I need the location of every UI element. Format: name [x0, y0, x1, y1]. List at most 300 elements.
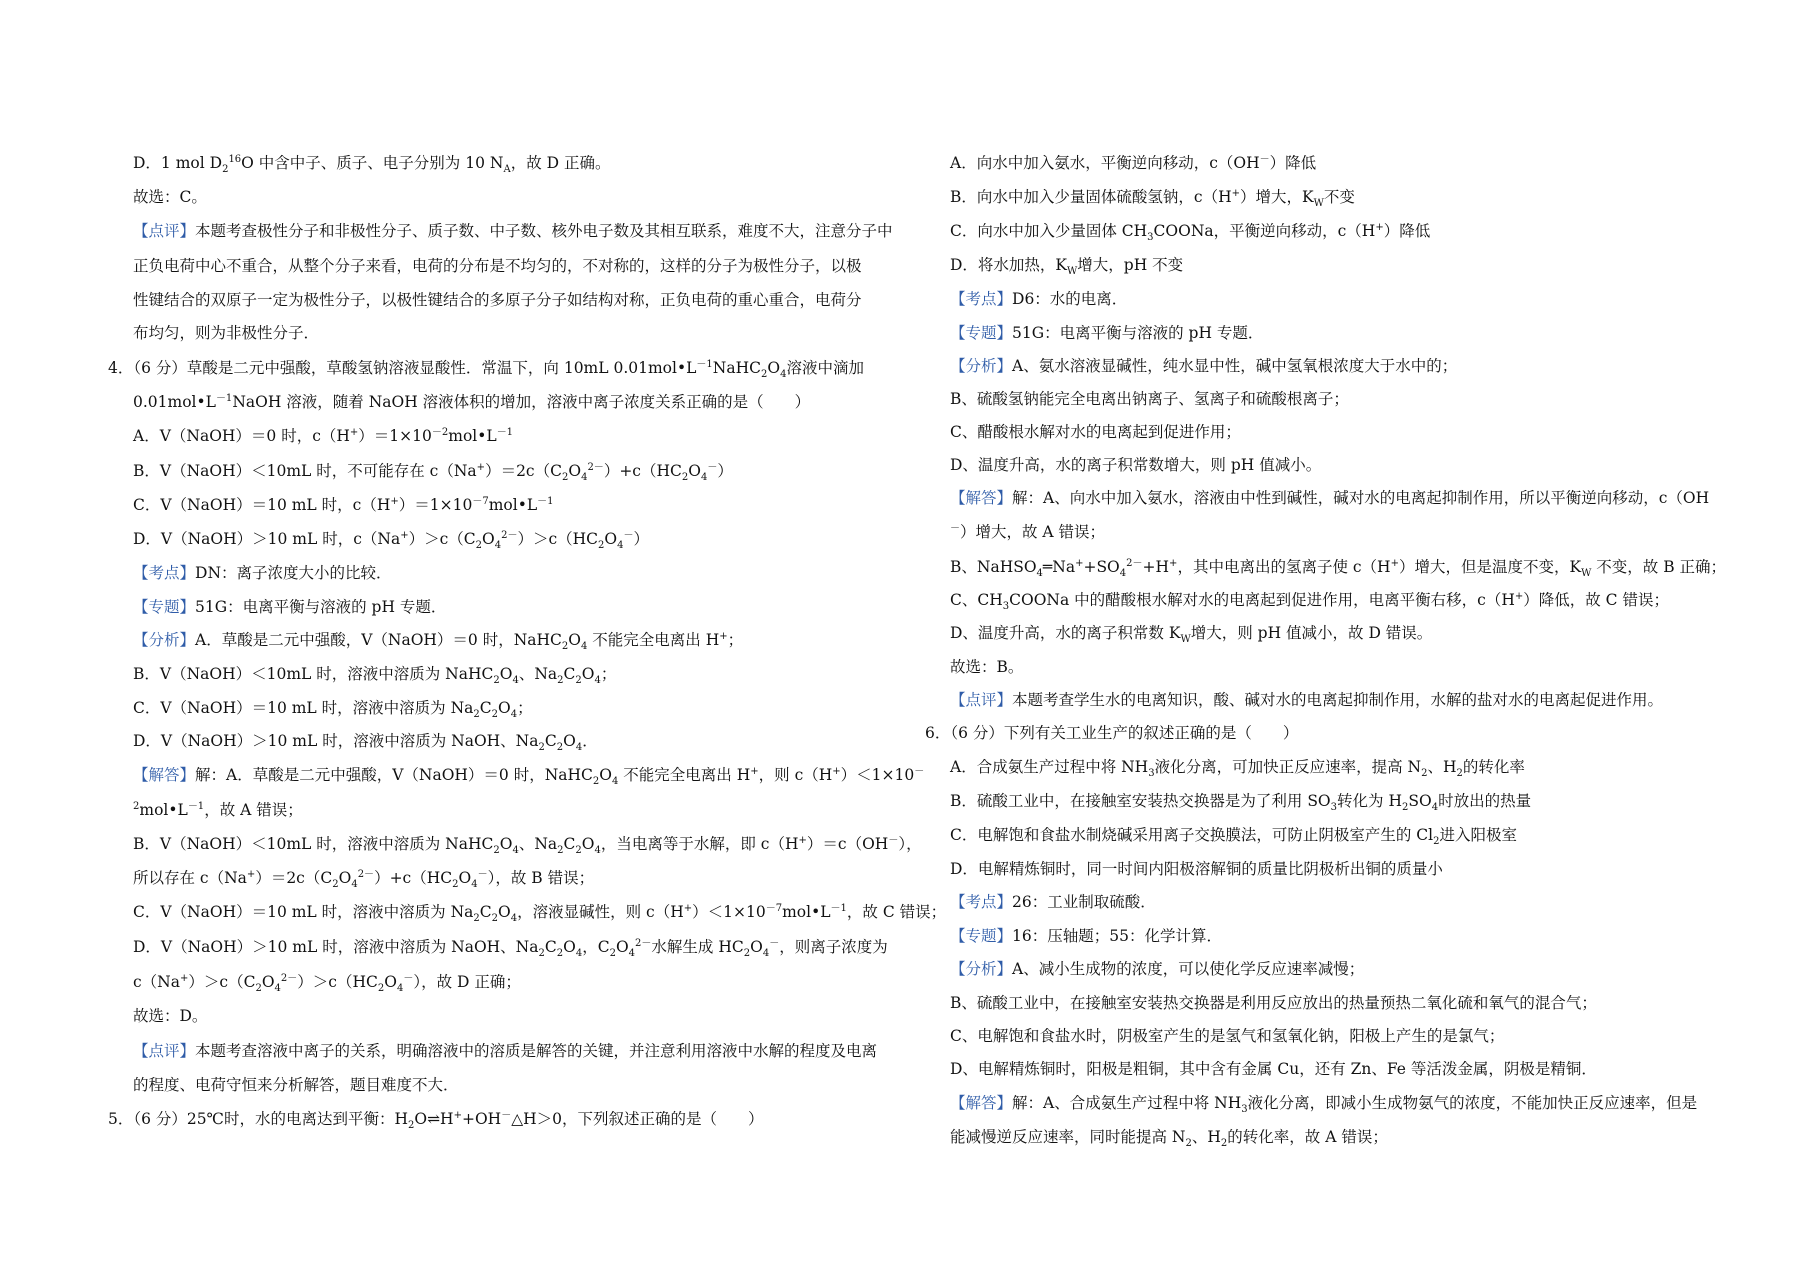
- text-segment: 液化分离，即减小生成物氨气的浓度，不能加快正反应速率，但是: [1247, 1094, 1698, 1112]
- text-segment: B、NaHSO: [950, 558, 1037, 576]
- text-segment: O: [750, 938, 763, 956]
- text-line: [133, 731, 598, 754]
- supscript-text: +: [246, 868, 256, 880]
- text-line: [950, 1127, 1388, 1150]
- section-tag: 【解答】: [133, 766, 196, 784]
- supscript-text: +: [832, 765, 841, 777]
- text-segment: O: [581, 835, 595, 853]
- subscript-text: 4: [512, 675, 519, 687]
- supscript-text: +: [180, 972, 189, 984]
- subscript-text: 4: [494, 540, 502, 552]
- subscript-text: 2: [1185, 1138, 1192, 1150]
- text-segment: 不变，故 B 正确；: [1591, 558, 1727, 576]
- text-segment: A．草酸是二元中强酸，V（NaOH）＝0 时，NaHC: [195, 631, 562, 649]
- text-line: [950, 557, 1727, 580]
- text-segment: O: [688, 462, 701, 480]
- subscript-text: 2: [475, 540, 483, 552]
- subscript-text: 2: [1220, 1138, 1228, 1150]
- text-line: [950, 522, 1105, 542]
- supscript-text: 2－: [635, 937, 652, 949]
- text-segment: +SO: [1083, 558, 1120, 576]
- text-line: [950, 289, 1127, 309]
- subscript-text: 2: [556, 948, 564, 960]
- supscript-text: +: [476, 461, 486, 473]
- text-line: [108, 358, 864, 381]
- text-segment: ）: [717, 462, 733, 480]
- text-line: [950, 623, 1433, 646]
- text-segment: O: [604, 530, 618, 548]
- supscript-text: +: [798, 834, 807, 846]
- text-line: [133, 290, 862, 310]
- text-segment: ）+c（HC: [603, 462, 682, 480]
- text-line: [133, 323, 319, 343]
- text-segment: 解：A．草酸是二元中强酸，V（NaOH）＝0 时，NaHC: [195, 766, 593, 784]
- subscript-text: 2: [609, 948, 616, 960]
- text-segment: 、H: [1427, 758, 1457, 776]
- supscript-text: 2－: [280, 972, 298, 984]
- text-segment: NaOH 溶液，随着 NaOH 溶液体积的增加，溶液中离子浓度关系正确的是（ ）: [232, 393, 811, 411]
- text-segment: 转化为 H: [1337, 792, 1402, 810]
- text-line: [133, 495, 554, 515]
- text-segment: 的转化率，故 A 错误；: [1227, 1128, 1388, 1146]
- text-segment: mol•L: [782, 903, 831, 921]
- subscript-text: 4: [1036, 568, 1043, 580]
- text-segment: C、电解饱和食盐水时，阴极室产生的是氢气和氢氧化钠，阳极上产生的是氯气；: [950, 1027, 1505, 1045]
- text-segment: ）增大，但是温度不变，K: [1398, 558, 1582, 576]
- text-segment: O⇌H: [414, 1110, 454, 1128]
- subscript-text: W: [1180, 634, 1191, 646]
- text-segment: C．电解饱和食盐水制烧碱采用离子交换膜法，可防止阴极室产生的 Cl: [950, 826, 1434, 844]
- text-line: [950, 153, 1316, 173]
- text-line: [133, 256, 862, 276]
- text-line: [950, 859, 1443, 879]
- text-segment: +OH: [461, 1110, 502, 1128]
- text-segment: C: [563, 665, 576, 683]
- text-segment: 的程度、电荷守恒来分析解答，题目难度不大．: [133, 1076, 459, 1094]
- section-tag: 【点评】: [950, 691, 1013, 709]
- supscript-text: +: [750, 765, 759, 777]
- text-segment: ）＝c（OH: [806, 835, 889, 853]
- text-segment: ）降低: [1269, 154, 1317, 172]
- section-tag: 【解答】: [950, 1094, 1013, 1112]
- subscript-text: 4: [594, 675, 601, 687]
- text-segment: A．V（NaOH）＝0 时，c（H: [133, 427, 350, 445]
- text-segment: 、H: [1191, 1128, 1221, 1146]
- subscript-text: 2: [493, 845, 500, 857]
- text-line: [950, 422, 1241, 442]
- subscript-text: W: [1581, 568, 1592, 580]
- subscript-text: 4: [396, 983, 404, 995]
- subscript-text: 2: [1433, 836, 1440, 848]
- text-segment: C: [544, 732, 557, 750]
- subscript-text: 2: [538, 742, 545, 754]
- supscript-text: +: [453, 1109, 462, 1121]
- text-segment: ）降低，故 C 错误；: [1523, 591, 1669, 609]
- subscript-text: 2: [557, 845, 564, 857]
- text-line: [133, 1006, 207, 1026]
- text-segment: 故选：B。: [950, 658, 1024, 676]
- section-tag: 【专题】: [950, 324, 1013, 342]
- subscript-text: 2: [561, 472, 569, 484]
- text-segment: 51G：电离平衡与溶液的 pH 专题．: [195, 598, 447, 616]
- text-segment: B．V（NaOH）＜10mL 时，溶液中溶质为 NaHC: [133, 665, 494, 683]
- text-segment: 解：A、合成氨生产过程中将 NH: [1012, 1094, 1242, 1112]
- section-tag: 【分析】: [133, 631, 196, 649]
- supscript-text: －1: [496, 426, 514, 438]
- text-segment: ，故 C 错误；: [846, 903, 947, 921]
- text-segment: C．V（NaOH）＝10 mL 时，c（H: [133, 496, 391, 514]
- text-segment: 的转化率: [1462, 758, 1525, 776]
- text-segment: ）＞c（HC: [517, 530, 599, 548]
- subscript-text: 2: [1456, 768, 1463, 780]
- text-segment: O: [767, 359, 781, 377]
- text-segment: DN：离子浓度大小的比较．: [195, 564, 392, 582]
- supscript-text: 16: [228, 153, 242, 165]
- text-line: [950, 590, 1669, 613]
- text-segment: ）＞c（HC: [297, 973, 378, 991]
- subscript-text: 2: [377, 983, 385, 995]
- text-segment: C．V（NaOH）＝10 mL 时，溶液中溶质为 Na: [133, 699, 474, 717]
- text-segment: 16：压轴题；55：化学计算．: [1012, 927, 1222, 945]
- text-segment: 51G：电离平衡与溶液的 pH 专题．: [1012, 324, 1264, 342]
- supscript-text: －2: [431, 426, 449, 438]
- text-segment: ）＜1×10: [692, 903, 766, 921]
- subscript-text: 4: [471, 879, 478, 891]
- subscript-text: 2: [743, 948, 751, 960]
- subscript-text: 2: [332, 879, 339, 891]
- text-segment: ），: [898, 835, 922, 853]
- supscript-text: +: [1390, 557, 1399, 569]
- text-segment: D、电解精炼铜时，阳极是粗铜，其中含有金属 Cu，还有 Zn、Fe 等活泼金属，阴极是精铜．: [950, 1060, 1597, 1078]
- supscript-text: －: [501, 1109, 512, 1121]
- text-segment: A、减小生成物的浓度，可以使化学反应速率减慢；: [1012, 960, 1365, 978]
- text-line: [133, 800, 303, 820]
- supscript-text: +: [1231, 187, 1240, 199]
- text-segment: △H＞0，下列叙述正确的是（ ）: [511, 1110, 764, 1128]
- section-tag: 【考点】: [950, 893, 1013, 911]
- text-line: [950, 488, 1709, 508]
- subscript-text: 4: [780, 369, 787, 381]
- subscript-text: 2: [760, 369, 768, 381]
- supscript-text: －1: [215, 392, 233, 404]
- supscript-text: +: [400, 529, 409, 541]
- text-segment: ）＞c（C: [408, 530, 476, 548]
- text-segment: O: [581, 665, 595, 683]
- text-segment: O: [338, 869, 352, 887]
- subscript-text: 2: [598, 540, 605, 552]
- text-line: [133, 187, 207, 207]
- subscript-text: 2: [556, 742, 564, 754]
- text-segment: B．V（NaOH）＜10mL 时，溶液中溶质为 NaHC: [133, 835, 494, 853]
- text-line: [950, 455, 1321, 475]
- text-line: [133, 1075, 459, 1095]
- text-line: [133, 937, 888, 960]
- text-segment: ；: [517, 699, 533, 717]
- subscript-text: 2: [473, 913, 480, 925]
- text-line: [133, 392, 810, 412]
- text-segment: ）增大，故 A 错误；: [960, 523, 1106, 541]
- subscript-text: 4: [700, 472, 708, 484]
- text-segment: ）＞c（C: [188, 973, 256, 991]
- text-segment: ）＜1×10: [840, 766, 915, 784]
- text-segment: ），故 B 错误；: [487, 869, 595, 887]
- text-segment: 液化分离，可加快正反应速率，提高 N: [1154, 758, 1422, 776]
- text-segment: 0.01mol•L: [133, 393, 216, 411]
- text-line: [133, 153, 611, 176]
- subscript-text: 4: [628, 948, 636, 960]
- supscript-text: －: [950, 522, 960, 534]
- text-line: [950, 323, 1263, 343]
- text-segment: 故选：C。: [133, 188, 207, 206]
- text-segment: 、Na: [518, 665, 558, 683]
- text-segment: O: [498, 903, 511, 921]
- section-tag: 【考点】: [950, 290, 1013, 308]
- text-line: [950, 1059, 1597, 1079]
- text-line: [133, 563, 392, 583]
- text-line: [950, 187, 1355, 210]
- section-tag: 【点评】: [133, 1042, 196, 1060]
- text-segment: O: [498, 699, 511, 717]
- text-segment: 故选：D。: [133, 1007, 208, 1025]
- text-segment: D．V（NaOH）＞10 mL 时，溶液中溶质为 NaOH、Na: [133, 732, 539, 750]
- text-line: [133, 529, 650, 552]
- supscript-text: +: [719, 630, 728, 642]
- text-segment: C: [479, 699, 492, 717]
- text-line: [950, 221, 1431, 244]
- subscript-text: 2: [575, 845, 582, 857]
- text-segment: 6．（6 分）下列有关工业生产的叙述正确的是（ ）: [925, 724, 1299, 742]
- text-segment: 布均匀，则为非极性分子．: [133, 324, 320, 342]
- section-tag: 【解答】: [950, 489, 1013, 507]
- supscript-text: －1: [696, 358, 713, 370]
- text-segment: C、醋酸根水解对水的电离起到促进作用；: [950, 423, 1241, 441]
- subscript-text: 2: [473, 709, 480, 721]
- subscript-text: 2: [592, 776, 600, 788]
- subscript-text: 2: [557, 675, 564, 687]
- text-segment: ．: [582, 732, 598, 750]
- text-line: [950, 1026, 1504, 1046]
- text-line: [950, 255, 1184, 278]
- text-segment: C．V（NaOH）＝10 mL 时，溶液中溶质为 Na: [133, 903, 474, 921]
- text-segment: O: [482, 530, 495, 548]
- subscript-text: 4: [575, 948, 583, 960]
- text-segment: mol•L: [488, 496, 538, 514]
- text-segment: ；: [600, 665, 617, 683]
- text-segment: ）＝2c（C: [255, 869, 333, 887]
- supscript-text: －: [707, 461, 718, 473]
- text-line: [133, 868, 595, 891]
- text-segment: ）增大，K: [1239, 188, 1314, 206]
- text-segment: 26：工业制取硫酸．: [1012, 893, 1156, 911]
- supscript-text: －: [403, 972, 414, 984]
- text-segment: D．电解精炼铜时，同一时间内阳极溶解铜的质量比阴极析出铜的质量小: [950, 860, 1443, 878]
- text-segment: ，故 D 正确。: [510, 154, 611, 172]
- subscript-text: 3: [1002, 601, 1010, 613]
- text-segment: NaHC: [712, 359, 761, 377]
- section-tag: 【考点】: [133, 564, 196, 582]
- text-line: [950, 356, 1457, 376]
- subscript-text: 2: [575, 675, 582, 687]
- text-segment: O: [568, 462, 582, 480]
- supscript-text: －1: [830, 902, 847, 914]
- text-segment: 不变: [1323, 188, 1355, 206]
- text-line: [133, 597, 446, 617]
- subscript-text: 4: [594, 845, 601, 857]
- text-segment: mol•L: [139, 801, 188, 819]
- section-tag: 【专题】: [950, 927, 1013, 945]
- section-tag: 【分析】: [950, 357, 1013, 375]
- text-segment: 能减慢逆反应速率，同时能提高 N: [950, 1128, 1186, 1146]
- subscript-text: 2: [681, 472, 689, 484]
- text-segment: ，则 c（H: [758, 766, 833, 784]
- supscript-text: +: [1075, 557, 1084, 569]
- text-line: [950, 791, 1532, 814]
- text-segment: A．向水中加入氨水，平衡逆向移动，c（OH: [950, 154, 1260, 172]
- text-line: [950, 690, 1663, 710]
- text-segment: 不能完全电离出 H: [587, 631, 720, 649]
- supscript-text: 2－: [1126, 557, 1143, 569]
- text-segment: O: [563, 732, 576, 750]
- text-segment: O: [499, 835, 513, 853]
- subscript-text: 2: [222, 164, 229, 176]
- text-segment: B．向水中加入少量固体硫酸氢钠，c（H: [950, 188, 1232, 206]
- text-segment: 时放出的热量: [1438, 792, 1532, 810]
- subscript-text: 3: [1241, 1104, 1248, 1116]
- subscript-text: 4: [1119, 568, 1127, 580]
- text-segment: 增大，则 pH 值减小，故 D 错误。: [1190, 624, 1433, 642]
- text-segment: B、硫酸氢钠能完全电离出钠离子、氢离子和硫酸根离子；: [950, 390, 1349, 408]
- text-segment: D．V（NaOH）＞10 mL 时，溶液中溶质为 NaOH、Na: [133, 938, 539, 956]
- text-segment: SO: [1408, 792, 1432, 810]
- text-line: [133, 698, 533, 721]
- text-segment: ═Na: [1042, 558, 1076, 576]
- supscript-text: +: [1169, 557, 1178, 569]
- text-segment: O: [615, 938, 629, 956]
- text-line: [108, 1109, 764, 1132]
- text-line: [133, 221, 893, 241]
- text-segment: C: [544, 938, 557, 956]
- text-segment: ）: [633, 530, 650, 548]
- text-segment: A、氨水溶液显碱性，纯水显中性，碱中氢氧根浓度大于水中的；: [1012, 357, 1458, 375]
- text-segment: ，故 A 错误；: [204, 801, 303, 819]
- text-line: [950, 1093, 1698, 1116]
- text-segment: O 中含中子、质子、电子分别为 10 N: [241, 154, 504, 172]
- subscript-text: W: [1067, 266, 1078, 278]
- text-segment: 本题考查学生水的电离知识，酸、碱对水的电离起抑制作用，水解的盐对水的电离起促进作用。: [1012, 691, 1664, 709]
- supscript-text: 2－: [587, 461, 604, 473]
- text-segment: ，其中电离出的氢离子使 c（H: [1177, 558, 1391, 576]
- supscript-text: 2: [133, 800, 140, 812]
- supscript-text: +: [1375, 221, 1384, 233]
- text-line: [133, 1041, 877, 1061]
- subscript-text: 3: [1148, 768, 1155, 780]
- supscript-text: －: [623, 529, 634, 541]
- supscript-text: －1: [537, 495, 554, 507]
- supscript-text: +: [349, 426, 359, 438]
- text-segment: O: [384, 973, 397, 991]
- text-segment: ，当电离等于水解，即 c（H: [600, 835, 799, 853]
- subscript-text: 4: [581, 472, 588, 484]
- text-segment: O: [261, 973, 275, 991]
- text-segment: 解：A、向水中加入氨水，溶液由中性到碱性，碱对水的电离起抑制作用，所以平衡逆向移动，c（OH: [1012, 489, 1710, 507]
- text-segment: 4．（6 分）草酸是二元中强酸，草酸氢钠溶液显酸性．常温下，向 10mL 0.01mol•L: [108, 359, 697, 377]
- text-line: [133, 972, 521, 995]
- text-segment: c（Na: [133, 973, 180, 991]
- text-segment: 5．（6 分）25℃时，水的电离达到平衡：H: [108, 1110, 408, 1128]
- text-segment: C: [563, 835, 576, 853]
- text-line: [950, 389, 1349, 409]
- text-segment: ，则离子浓度为: [779, 938, 888, 956]
- text-segment: ）+c（HC: [374, 869, 453, 887]
- text-line: [133, 902, 947, 925]
- subscript-text: 2: [1401, 802, 1409, 814]
- subscript-text: W: [1313, 198, 1324, 210]
- text-segment: 正负电荷中心不重合，从整个分子来看，电荷的分布是不均匀的，不对称的，这样的分子为极性分子，以极: [133, 257, 862, 275]
- text-segment: ）降低: [1383, 222, 1431, 240]
- text-segment: 本题考查极性分子和非极性分子、质子数、中子数、核外电子数及其相互联系，难度不大，注意分子中: [195, 222, 893, 240]
- text-segment: D、温度升高，水的离子积常数增大，则 pH 值减小。: [950, 456, 1322, 474]
- text-segment: D．1 mol D: [133, 154, 223, 172]
- supscript-text: －: [914, 765, 925, 777]
- subscript-text: 4: [1431, 802, 1439, 814]
- text-line: [950, 993, 1597, 1013]
- supscript-text: －: [1259, 153, 1270, 165]
- text-line: [133, 461, 733, 484]
- supscript-text: －: [888, 834, 899, 846]
- text-segment: 溶液中滴加: [786, 359, 864, 377]
- text-segment: ）＝2c（C: [485, 462, 562, 480]
- section-tag: 【点评】: [133, 222, 196, 240]
- text-line: [133, 630, 744, 653]
- subscript-text: 4: [510, 913, 518, 925]
- subscript-text: 2: [538, 948, 545, 960]
- text-segment: 进入阳极室: [1439, 826, 1517, 844]
- text-segment: A．合成氨生产过程中将 NH: [950, 758, 1149, 776]
- text-segment: B、硫酸工业中，在接触室安装热交换器是利用反应放出的热量预热二氧化硫和氧气的混合气；: [950, 994, 1597, 1012]
- subscript-text: 2: [561, 641, 569, 653]
- text-segment: D．V（NaOH）＞10 mL 时，c（Na: [133, 530, 401, 548]
- text-segment: 、Na: [518, 835, 558, 853]
- text-segment: B．硫酸工业中，在接触室安装热交换器是为了利用 SO: [950, 792, 1331, 810]
- subscript-text: 3: [1147, 232, 1154, 244]
- text-segment: 不能完全电离出 H: [618, 766, 751, 784]
- text-line: [950, 926, 1222, 946]
- text-segment: mol•L: [448, 427, 497, 445]
- subscript-text: 2: [493, 675, 500, 687]
- text-segment: ），故 D 正确；: [413, 973, 521, 991]
- text-segment: O: [568, 631, 581, 649]
- subscript-text: 4: [612, 776, 619, 788]
- text-segment: D．将水加热，K: [950, 256, 1068, 274]
- text-segment: ，溶液显碱性，则 c（H: [517, 903, 684, 921]
- subscript-text: 4: [617, 540, 624, 552]
- text-line: [950, 959, 1364, 979]
- subscript-text: 2: [491, 913, 499, 925]
- text-line: [133, 664, 617, 687]
- text-segment: C、CH: [950, 591, 1003, 609]
- text-segment: B．V（NaOH）＜10mL 时，不可能存在 c（Na: [133, 462, 477, 480]
- text-segment: ）＝1×10: [398, 496, 473, 514]
- subscript-text: 4: [510, 709, 518, 721]
- text-segment: COONa，平衡逆向移动，c（H: [1153, 222, 1376, 240]
- text-segment: C: [479, 903, 492, 921]
- text-segment: D、温度升高，水的离子积常数 K: [950, 624, 1181, 642]
- text-segment: ；: [727, 631, 744, 649]
- supscript-text: +: [390, 495, 399, 507]
- supscript-text: +: [683, 902, 693, 914]
- supscript-text: －: [477, 868, 488, 880]
- supscript-text: 2－: [501, 529, 518, 541]
